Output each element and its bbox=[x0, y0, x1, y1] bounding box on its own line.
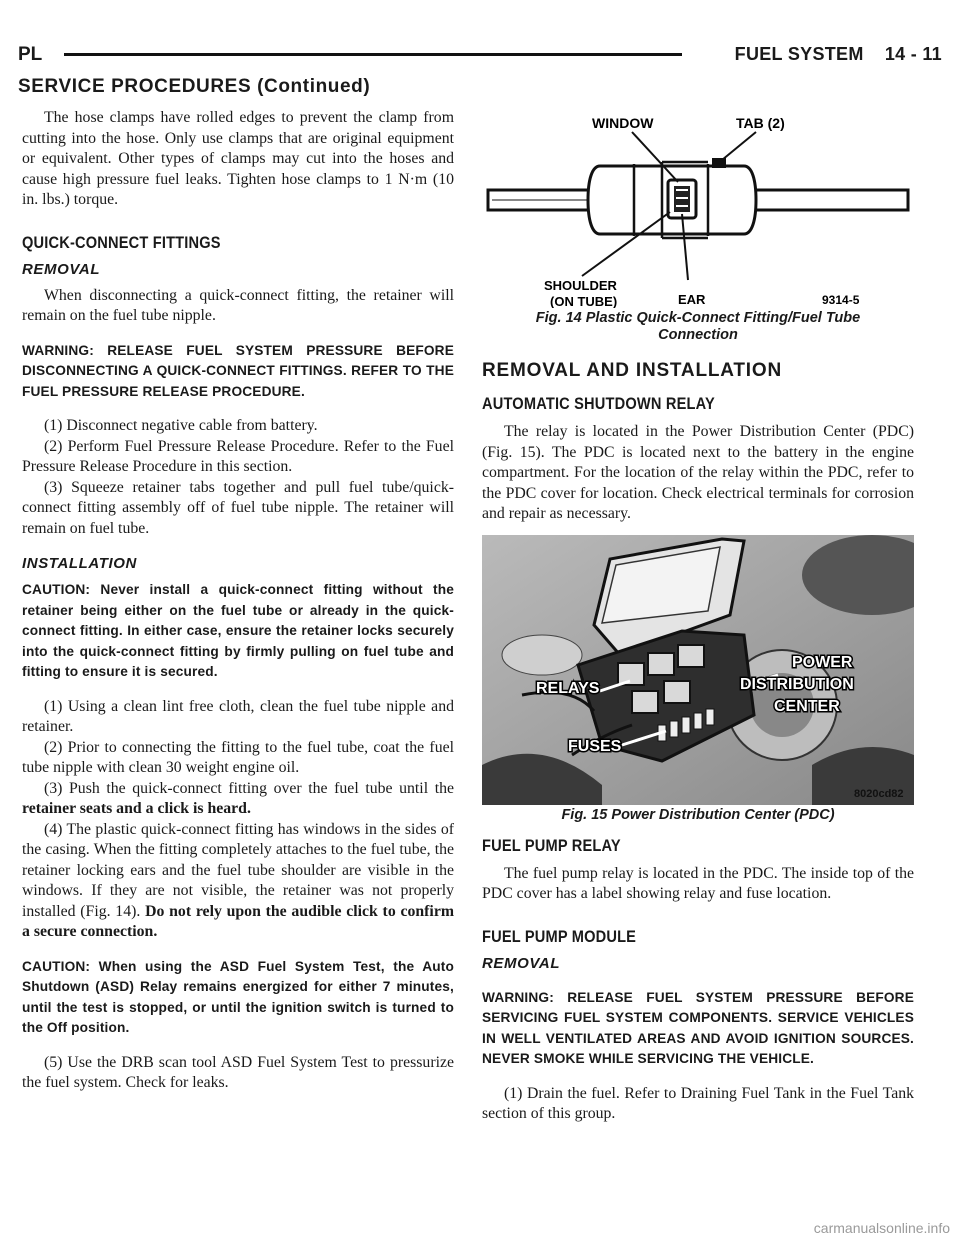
install-step-3-bold: retainer seats and a click is heard. bbox=[22, 800, 251, 817]
right-column bbox=[482, 108, 914, 1125]
removal-step-1: (1) Disconnect negative cable from battery. bbox=[44, 417, 318, 434]
header-section-page: FUEL SYSTEM 14 - 11 bbox=[734, 44, 942, 64]
figure-15 bbox=[482, 535, 914, 824]
page-header bbox=[18, 40, 942, 70]
label-power: POWER bbox=[792, 653, 853, 671]
figure-14-caption-line1: Fig. 14 Plastic Quick-Connect Fitting/Fuel Tube bbox=[535, 310, 861, 326]
header-rule bbox=[64, 53, 682, 56]
install-step-4-text: (4) The plastic quick-connect fitting has windows in the sides of the casing. When the fitting completely attaches to the fuel tube, the retainer locking ears and the fuel tube shoulder are visible in the windows. If they are not visible, the retainer was not properly installed (Fig. 14). bbox=[22, 820, 454, 920]
install-step-4 bbox=[22, 820, 454, 943]
quick-connect-illustration bbox=[482, 108, 914, 308]
caution-install-retainer: CAUTION: Never install a quick-connect fitting without the retainer being either on the fuel tube or already in the quick-connect fitting. In either case, ensure the retainer locks securely into the quick-connect fitting by firmly pulling on fuel tube and fitting to ensure it is secured. bbox=[22, 582, 454, 679]
warning-servicing: WARNING: RELEASE FUEL SYSTEM PRESSURE BEFORE SERVICING FUEL SYSTEM COMPONENTS. SERVICE VEHICLES IN WELL VENTILATED AREAS AND AVOID IGNITION SOURCES. NEVER SMOKE WHILE SERVICING THE VEHICLE. bbox=[482, 989, 914, 1066]
figure-15-caption: Fig. 15 Power Distribution Center (PDC) bbox=[561, 806, 835, 823]
subsection-removal-right: REMOVAL bbox=[482, 954, 561, 972]
label-fuses: FUSES bbox=[568, 737, 622, 755]
subsection-installation: INSTALLATION bbox=[22, 555, 137, 572]
warning-release-pressure: WARNING: RELEASE FUEL SYSTEM PRESSURE BEFORE DISCONNECTING A QUICK-CONNECT FITTINGS. REFER TO THE FUEL PRESSURE RELEASE PROCEDURE. bbox=[22, 342, 454, 399]
subsection-removal: REMOVAL bbox=[22, 260, 101, 278]
asd-relay-paragraph: The relay is located in the Power Distribution Center (PDC) (Fig. 15). The PDC is located next to the battery in the engine compartment. For the location of the relay within the PDC, refer to the PDC cover for location. Check electrical terminals for corrosion and repair as necessary. bbox=[482, 423, 914, 522]
section-title-asd-relay: AUTOMATIC SHUTDOWN RELAY bbox=[482, 394, 715, 413]
fuel-pump-relay-paragraph: The fuel pump relay is located in the PDC. The inside top of the PDC cover has a label showing relay and fuse location. bbox=[482, 864, 914, 902]
removal-step-3: (3) Squeeze retainer tabs together and pull fuel tube/quick-connect fitting assembly off of fuel tube nipple. The retainer will remain on fuel tube. bbox=[22, 478, 454, 537]
continued-title: SERVICE PROCEDURES (Continued) bbox=[18, 76, 371, 97]
install-step-2: (2) Prior to connecting the fitting to the fuel tube, coat the fuel tube nipple with clean 30 weight engine oil. bbox=[22, 738, 454, 776]
figure-14-caption bbox=[482, 310, 914, 344]
figure-14-caption-line2: Connection bbox=[658, 327, 738, 343]
label-ear: EAR bbox=[678, 292, 706, 307]
label-on-tube: (ON TUBE) bbox=[550, 294, 618, 308]
figure-14-code: 9314-5 bbox=[822, 293, 860, 307]
removal-paragraph: When disconnecting a quick-connect fitting, the retainer will remain on the fuel tube nipple. bbox=[22, 286, 454, 324]
section-title-quick-connect: QUICK-CONNECT FITTINGS bbox=[22, 232, 221, 252]
caution-asd-test: CAUTION: When using the ASD Fuel System Test, the Auto Shutdown (ASD) Relay remains energized for either 7 minutes, until the test is stopped, or until the ignition switch is turned to the Off position. bbox=[22, 958, 454, 1035]
label-window: WINDOW bbox=[592, 115, 654, 131]
figure-15-code: 8020cd82 bbox=[854, 787, 904, 800]
install-step-3-text: (3) Push the quick-connect fitting over the fuel tube until the bbox=[44, 779, 454, 797]
label-relays: RELAYS bbox=[536, 679, 600, 697]
label-center: CENTER bbox=[774, 697, 840, 715]
removal-step-2: (2) Perform Fuel Pressure Release Procedure. Refer to the Fuel Pressure Release Procedure in this section. bbox=[22, 437, 454, 475]
left-column bbox=[22, 108, 454, 1094]
header-model: PL bbox=[18, 44, 43, 65]
install-step-5: (5) Use the DRB scan tool ASD Fuel System Test to pressurize the fuel system. Check for leaks. bbox=[22, 1053, 454, 1091]
figure-14 bbox=[482, 108, 914, 344]
pdc-photo bbox=[482, 535, 914, 805]
install-step-1: (1) Using a clean lint free cloth, clean the fuel tube nipple and retainer. bbox=[22, 697, 454, 735]
section-title-fuel-pump-module: FUEL PUMP MODULE bbox=[482, 926, 637, 946]
install-step-3 bbox=[22, 779, 454, 820]
watermark-link[interactable]: carmanualsonline.info bbox=[813, 1220, 950, 1236]
section-title-fuel-pump-relay: FUEL PUMP RELAY bbox=[482, 835, 621, 855]
label-tab: TAB (2) bbox=[736, 115, 785, 131]
label-shoulder: SHOULDER bbox=[544, 278, 617, 293]
hose-clamp-paragraph: The hose clamps have rolled edges to prevent the clamp from cutting into the hose. Only use clamps that are original equipment or equivalent. Other types of clamps may cut into the hoses and cause high pressure fuel leaks. Tighten hose clamps to 1 N·m (10 in. lbs.) torque. bbox=[22, 109, 454, 208]
fuel-module-step-1: (1) Drain the fuel. Refer to Draining Fuel Tank in the Fuel Tank section of this group. bbox=[482, 1084, 914, 1122]
label-distribution: DISTRIBUTION bbox=[740, 675, 854, 693]
section-title-removal-installation: REMOVAL AND INSTALLATION bbox=[482, 360, 782, 381]
install-step-4-bold: Do not rely upon the audible click to confirm a secure connection. bbox=[22, 902, 454, 940]
